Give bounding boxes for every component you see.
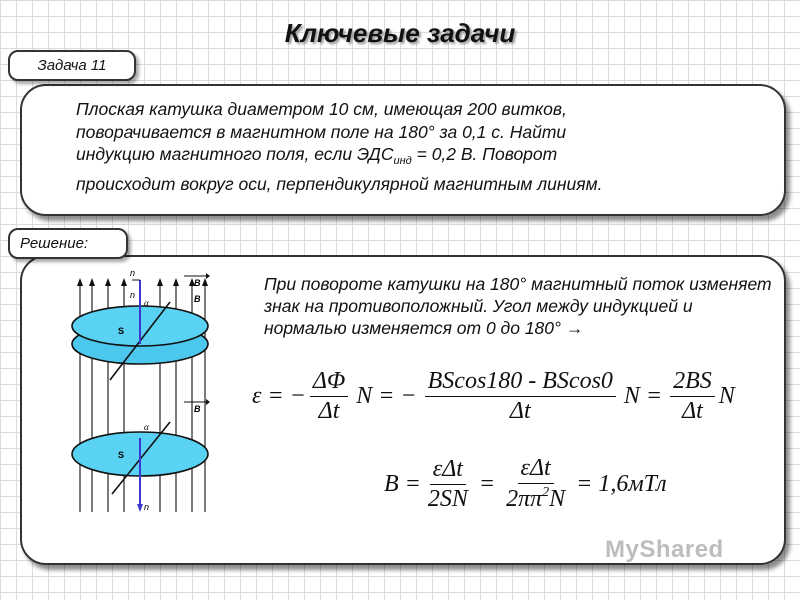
formula1-n2: N =: [623, 383, 663, 409]
label-b-upper: B: [194, 278, 201, 288]
emf-subscript: инд: [393, 155, 412, 167]
solution-text: При повороте катушки на 180° магнитный поток изменяет знак на противоположный. Угол между индукцией и нормалью изменяется от 0 до 180° →: [264, 274, 772, 338]
coil-diagram: [60, 262, 220, 522]
label-b-lower: B: [194, 404, 201, 414]
task-line-1: Плоская катушка диаметром 10 см, имеющая 200 витков,: [76, 99, 567, 119]
field-arrowheads: [77, 278, 208, 286]
task-tag: Задача 11: [8, 50, 136, 81]
task-line-3-b: = 0,2 В. Поворот: [411, 144, 558, 164]
formula2-result: = 1,6мТл: [576, 470, 667, 497]
formula2-fraction-2: [503, 455, 568, 513]
task-line-4: происходит вокруг оси, перпендикулярной магнитным линиям.: [76, 173, 603, 194]
formula2-f2-den: [503, 484, 568, 513]
label-b-upper-2: B: [194, 294, 201, 304]
label-n-lower: n: [144, 502, 150, 512]
task-text: [76, 98, 776, 195]
formula1-lhs: ε = −: [252, 383, 306, 409]
formula2-f2-num: εΔt: [518, 455, 554, 484]
formula1-fraction-2: [425, 368, 616, 425]
label-alpha-lower: α: [144, 422, 149, 432]
formula2-f2-den-b: N: [549, 486, 566, 512]
formula2-f2-den-a: 2ππ: [506, 486, 543, 512]
formula2-eq: =: [478, 470, 496, 497]
b-arrow-lower: [206, 399, 210, 405]
formula1-f1-num: ΔΦ: [310, 368, 348, 397]
formula1-f3-den: Δt: [682, 398, 703, 424]
label-n-upper-2: n: [130, 290, 136, 300]
formula1-f2-num: BScos180 - BScos0: [425, 368, 616, 397]
formula2-f1-num: εΔt: [430, 456, 466, 485]
formula-emf: [252, 368, 735, 425]
formula1-f1-den: Δt: [318, 398, 340, 424]
formula1-fraction-3: [670, 368, 715, 425]
label-alpha-upper: α: [144, 298, 149, 308]
formula1-n3: N: [718, 383, 735, 409]
formula2-f2-den-sup: 2: [542, 485, 550, 500]
formula1-fraction-1: [310, 368, 348, 425]
formula1-f3-num: 2BS: [670, 368, 715, 397]
formula-induction: [384, 455, 671, 513]
page-title: Ключевые задачи: [284, 18, 516, 48]
formula1-f2-den: Δt: [509, 398, 531, 424]
b-arrow-upper: [206, 273, 210, 279]
normal-arrow-lower: [137, 504, 143, 512]
task-line-2: поворачивается в магнитном поле на 180° за 0,1 с. Найти: [76, 121, 567, 142]
task-line-3-a: индукцию магнитного поля, если ЭДС: [76, 144, 394, 164]
watermark-logo: MyShared: [605, 536, 724, 563]
formula1-n1: N = −: [356, 383, 417, 409]
label-n-upper: n: [130, 268, 136, 278]
formula2-f1-den: 2SN: [427, 485, 468, 512]
formula2-fraction-1: [425, 456, 471, 513]
formula2-lhs: B =: [384, 470, 421, 497]
task-line-3: [76, 143, 776, 173]
label-s-lower: S: [118, 450, 125, 460]
label-s-upper: S: [118, 326, 125, 336]
solution-tag: Решение:: [8, 228, 128, 259]
